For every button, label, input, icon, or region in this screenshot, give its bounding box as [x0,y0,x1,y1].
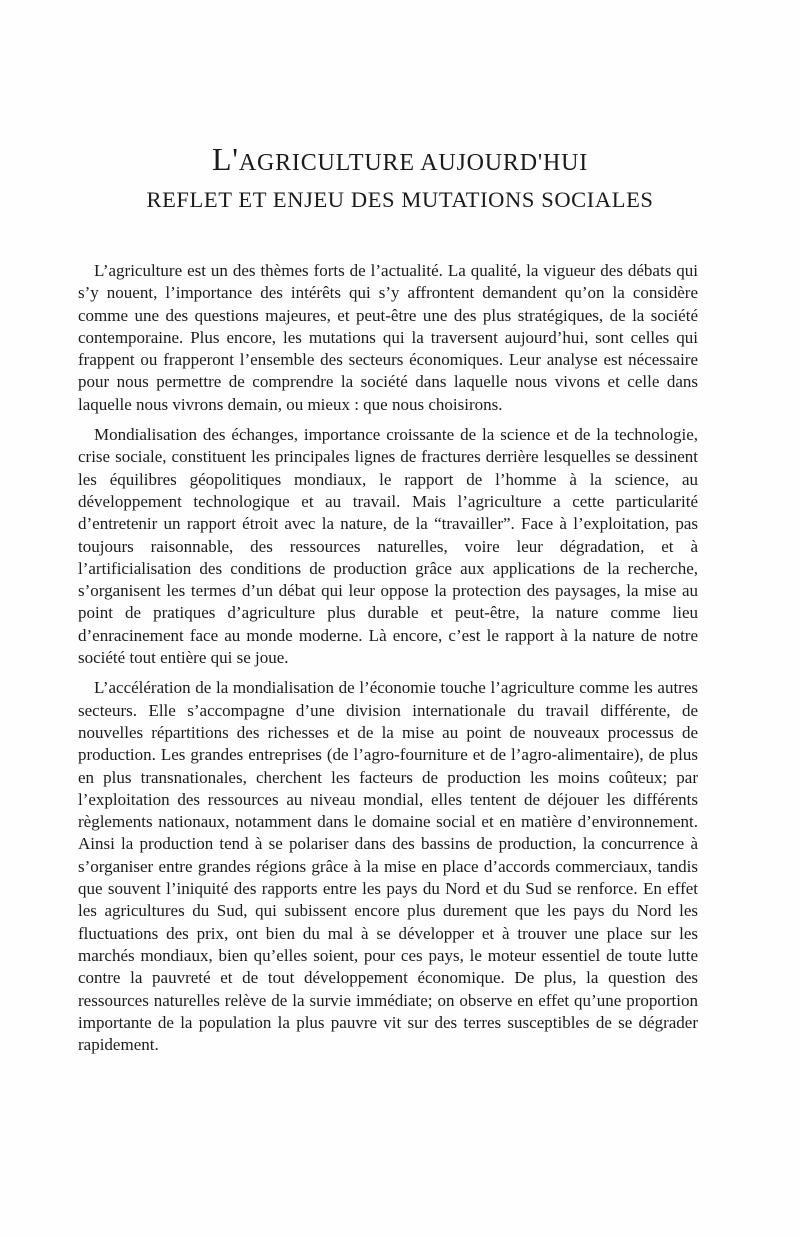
document-body [78,260,698,1056]
title-line-2: REFLET ET ENJEU DES MUTATIONS SOCIALES [146,187,654,212]
paragraph-acceleration: L’accélération de la mondialisation de l’économie touche l’agriculture comme les autres secteurs. Elle s’accompagne d’une division internationale du travail différente, de nouvelles répartitions des richesses et de la mise au point de nouveaux processus de production. Les grandes entreprises (de l’agro-fourniture et de l’agro-alimentaire), de plus en plus transnationales, cherchent les facteurs de production les moins coûteux; par l’exploitation des ressources au niveau mondial, elles tentent de déjouer les différents règlements nationaux, notamment dans le domaine social et en matière d’environnement. Ainsi la production tend à se polariser dans des bassins de production, la concurrence à s’organiser entre grandes régions grâce à la mise en place d’accords commerciaux, tandis que souvent l’iniquité des rapports entre les pays du Nord et du Sud se renforce. En effet les agricultures du Sud, qui subissent encore plus durement que les pays du Nord les fluctuations des prix, ont bien du mal à se développer et à trouver une place sur les marchés mondiaux, bien qu’elles soient, pour ces pays, le moteur essentiel de toute lutte contre la pauvreté et de tout développement économique. De plus, la question des ressources naturelles relève de la survie immédiate; on observe en effet qu’une proportion importante de la population la plus pauvre vit sur des terres susceptibles de se dégrader rapidement. [78,678,698,1055]
paragraph-intro: L’agriculture est un des thèmes forts de l’actualité. La qualité, la vigueur des débats qui s’y nouent, l’importance des intérêts qui s’y affrontent demandent qu’on la considère comme une des questions majeures, et peut-être une des plus stratégiques, de la société contemporaine. Plus encore, les mutations qui la traversent aujourd’hui, sont celles qui frappent ou frapperont l’ensemble des secteurs économiques. Leur analyse est nécessaire pour nous permettre de comprendre la société dans laquelle nous vivons et celle dans laquelle nous vivrons demain, ou mieux : que nous choisirons. [78,261,698,414]
title-line-1: L'AGRICULTURE AUJOURD'HUI [211,141,589,177]
paragraph-mondialisation: Mondialisation des échanges, importance croissante de la science et de la technologie, crise sociale, constituent les principales lignes de fractures derrière lesquelles se dessinent les équilibres géopolitiques mondiaux, le rapport de l’homme à la science, au développement technologique et au travail. Mais l’agriculture a cette particularité d’entretenir un rapport étroit avec la nature, de la “travailler”. Face à l’exploitation, pas toujours raisonnable, des ressources naturelles, voire leur dégradation, et à l’artificialisation des conditions de production grâce aux applications de la recherche, s’organisent les termes d’un débat qui leur oppose la protection des paysages, la mise au point de pratiques d’agriculture plus durable et peut-être, la nature comme lieu d’enracinement face au monde moderne. Là encore, c’est le rapport à la nature de notre société tout entière qui se joue. [78,425,698,668]
document-title [0,0,800,214]
